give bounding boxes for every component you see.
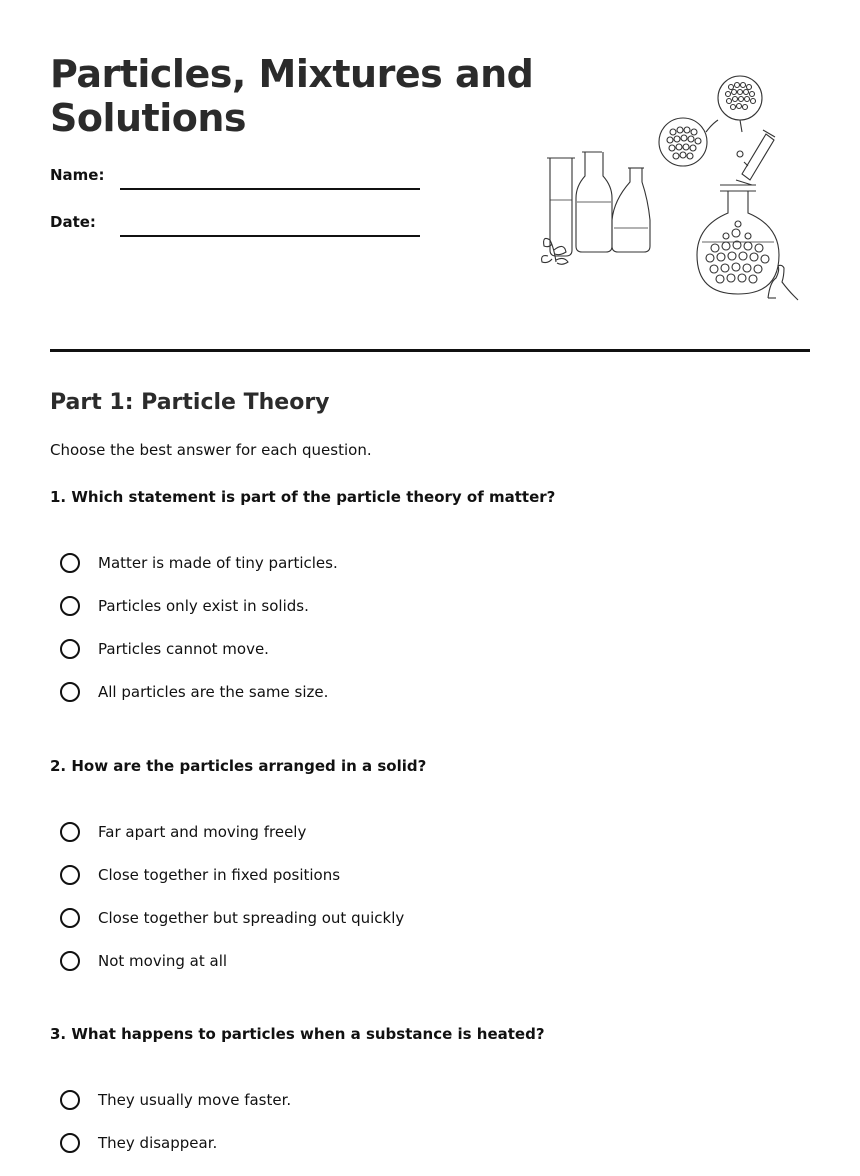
date-field xyxy=(50,213,430,237)
answer-label: Particles only exist in solids. xyxy=(98,597,309,615)
header-divider xyxy=(50,349,810,352)
radio-button[interactable] xyxy=(60,639,80,659)
page-title: Particles, Mixtures and Solutions xyxy=(50,52,534,140)
name-field xyxy=(50,166,430,190)
question-text: 2. How are the particles arranged in a solid? xyxy=(50,757,427,775)
answer-option[interactable] xyxy=(50,1133,810,1176)
answer-option[interactable] xyxy=(50,822,810,865)
answer-options xyxy=(50,553,810,725)
radio-button[interactable] xyxy=(60,1090,80,1110)
radio-button[interactable] xyxy=(60,553,80,573)
answer-label: They usually move faster. xyxy=(98,1091,292,1109)
question-1 xyxy=(50,486,810,725)
question-text: 1. Which statement is part of the particle theory of matter? xyxy=(50,488,556,506)
radio-button[interactable] xyxy=(60,865,80,885)
date-input-line[interactable] xyxy=(120,235,420,237)
answer-options xyxy=(50,1090,810,1176)
answer-option[interactable] xyxy=(50,553,810,596)
answer-label: Close together in fixed positions xyxy=(98,866,341,884)
answer-option[interactable] xyxy=(50,951,810,994)
name-input-line[interactable] xyxy=(120,188,420,190)
radio-button[interactable] xyxy=(60,596,80,616)
section-title: Part 1: Particle Theory xyxy=(50,390,330,415)
instructions-text: Choose the best answer for each question. xyxy=(50,441,372,459)
answer-option[interactable] xyxy=(50,865,810,908)
answer-option[interactable] xyxy=(50,682,810,725)
radio-button[interactable] xyxy=(60,951,80,971)
date-label: Date: xyxy=(50,213,96,231)
question-3 xyxy=(50,1023,810,1176)
radio-button[interactable] xyxy=(60,908,80,928)
answer-label: Far apart and moving freely xyxy=(98,823,307,841)
answer-option[interactable] xyxy=(50,908,810,951)
answer-option[interactable] xyxy=(50,596,810,639)
answer-label: Matter is made of tiny particles. xyxy=(98,554,338,572)
name-label: Name: xyxy=(50,166,105,184)
answer-label: Close together but spreading out quickly xyxy=(98,909,405,927)
lab-glassware-illustration xyxy=(530,70,810,310)
radio-button[interactable] xyxy=(60,822,80,842)
question-text: 3. What happens to particles when a substance is heated? xyxy=(50,1025,545,1043)
answer-label: Particles cannot move. xyxy=(98,640,269,658)
question-2 xyxy=(50,755,810,994)
radio-button[interactable] xyxy=(60,1133,80,1153)
answer-option[interactable] xyxy=(50,639,810,682)
answer-label: They disappear. xyxy=(98,1134,218,1152)
answer-option[interactable] xyxy=(50,1090,810,1133)
answer-label: Not moving at all xyxy=(98,952,228,970)
answer-options xyxy=(50,822,810,994)
answer-label: All particles are the same size. xyxy=(98,683,329,701)
radio-button[interactable] xyxy=(60,682,80,702)
